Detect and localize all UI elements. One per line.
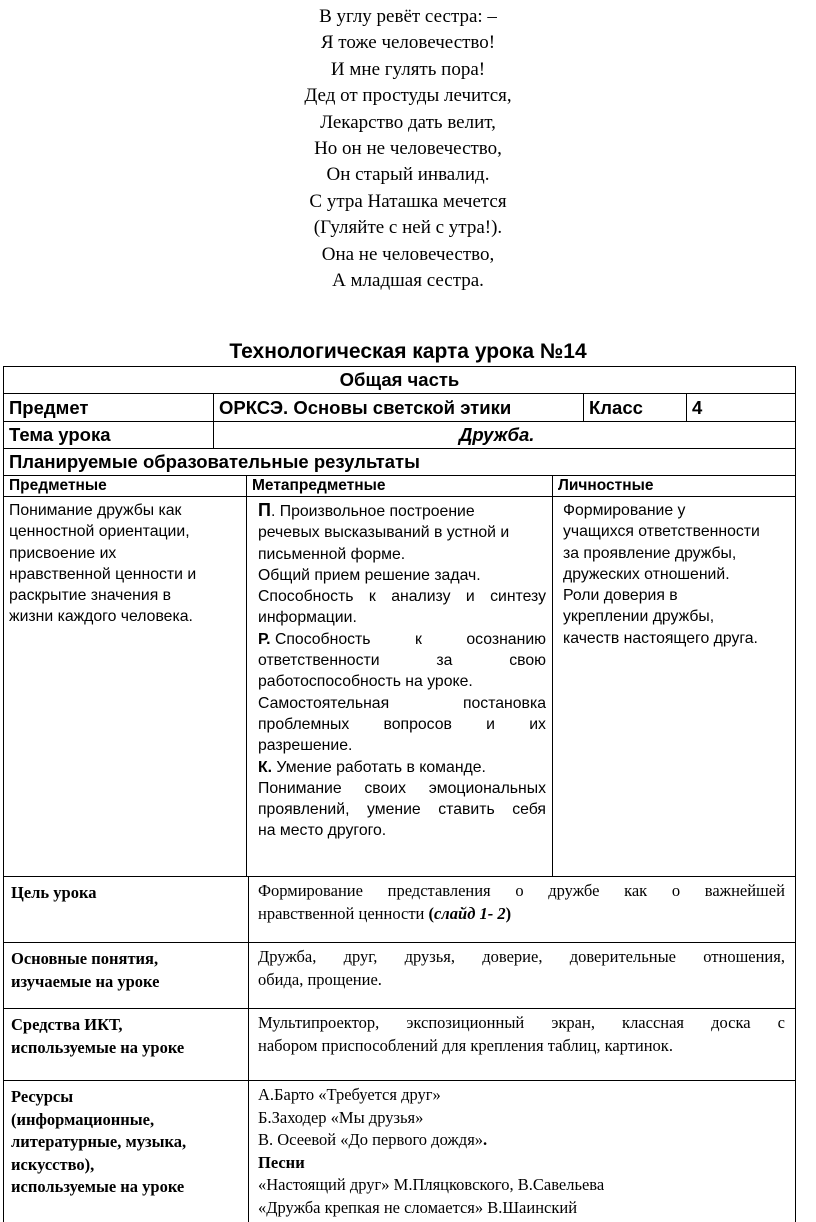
- text-line: [258, 757, 546, 778]
- label-line: искусство),: [11, 1154, 95, 1174]
- text-line: качеств настоящего друга.: [563, 629, 758, 647]
- text-line: Общий прием решение задач.: [258, 566, 481, 584]
- class-label: Класс: [583, 393, 686, 421]
- word: друзья,: [404, 947, 456, 966]
- word: осознанию: [466, 630, 546, 648]
- personal-results-cell: [552, 496, 796, 876]
- label-line: изучаемые на уроке: [11, 971, 160, 991]
- word: Р. Способность: [258, 630, 371, 648]
- poem-line: А младшая сестра.: [332, 270, 484, 292]
- text-span: .: [483, 1130, 488, 1149]
- text-line: работоспособность на уроке.: [258, 673, 473, 691]
- slide-ref: слайд 1- 2: [433, 903, 506, 923]
- poem-line: Лекарство дать велит,: [320, 111, 496, 133]
- text-line: раскрытие значения в: [9, 587, 172, 605]
- resources-value: [248, 1080, 796, 1222]
- text-line: Формирование у: [563, 502, 686, 519]
- text-line: [258, 500, 546, 522]
- subject-label: Предмет: [3, 393, 213, 421]
- text-line: обида, прощение.: [258, 969, 382, 989]
- label-line: литературные, музыка,: [11, 1132, 187, 1151]
- text-span: Умение работать в команде.: [276, 758, 486, 776]
- lesson-map-table: [3, 366, 796, 1222]
- meta-results-cell: [246, 496, 552, 876]
- k-letter: К.: [258, 758, 273, 776]
- text-line: «Настоящий друг» М.Пляцковского, В.Савельева: [258, 1175, 605, 1194]
- poem-line: И мне гулять пора!: [330, 58, 486, 80]
- subject-results-cell: [3, 496, 246, 876]
- paren: ): [505, 903, 512, 923]
- word: представления: [387, 881, 491, 900]
- text-line: письменной форме.: [258, 545, 406, 563]
- text-line: [258, 799, 546, 820]
- concepts-label: [3, 942, 248, 1008]
- label-line: Цель урока: [11, 883, 97, 902]
- label-line: используемые на уроке: [11, 1177, 185, 1196]
- r-letter: Р.: [258, 630, 271, 648]
- text-line: [258, 1012, 785, 1035]
- poem-line: Но он не человечество,: [314, 138, 502, 160]
- word: свою: [509, 652, 546, 670]
- general-part-header: Общая часть: [3, 366, 796, 393]
- text-span: нравственной ценности: [258, 903, 425, 923]
- word: друг,: [343, 947, 378, 966]
- text-line: Понимание дружбы как: [9, 502, 182, 519]
- word: дружбе: [548, 881, 600, 900]
- word: за: [436, 652, 453, 670]
- poem-line: Она не человечество,: [321, 243, 495, 265]
- word: экспозиционный: [406, 1013, 525, 1032]
- poem-line: Дед от простуды лечится,: [304, 85, 512, 107]
- text-line: [258, 1129, 788, 1152]
- text-line: жизни каждого человека.: [9, 608, 193, 626]
- poem-line: С утра Наташка мечется: [309, 190, 507, 212]
- text-line: [258, 693, 546, 714]
- text-line: присвоение их: [9, 544, 117, 562]
- word: с: [777, 1013, 785, 1032]
- word: к: [414, 630, 422, 648]
- word: Способность: [258, 588, 354, 606]
- label-line: (информационные,: [11, 1109, 155, 1129]
- word: синтезу: [490, 588, 546, 606]
- word: доверительные: [569, 947, 676, 966]
- text-line: [258, 778, 546, 799]
- planned-results-header: Планируемые образовательные результаты: [3, 448, 796, 475]
- topic-label: Тема урока: [3, 421, 213, 448]
- word: Дружба,: [258, 947, 317, 966]
- word: о: [671, 881, 681, 900]
- word: отношения,: [703, 947, 785, 966]
- word: проявлений,: [258, 801, 350, 819]
- word: к: [368, 588, 376, 606]
- poem-line: (Гуляйте с ней с утра!).: [313, 217, 503, 239]
- text-line: [258, 629, 546, 650]
- word: умение: [367, 801, 421, 819]
- text-line: «Дружба крепкая не сломается» В.Шаинский: [258, 1197, 578, 1217]
- text-line: [258, 586, 546, 607]
- text-line: [258, 946, 785, 969]
- goal-value: [248, 876, 796, 942]
- text-line: [258, 880, 785, 903]
- subject-value: ОРКСЭ. Основы светской этики: [213, 393, 583, 421]
- label-line: Средства ИКТ,: [11, 1015, 123, 1034]
- word: экран,: [551, 1013, 595, 1032]
- word: Формирование: [258, 881, 363, 900]
- ict-label: [3, 1008, 248, 1080]
- songs-label: Песни: [258, 1152, 305, 1172]
- word: Мультипроектор,: [258, 1013, 380, 1032]
- col-subject-results: Предметные: [3, 475, 246, 496]
- text-line: ценностной ориентации,: [9, 523, 190, 541]
- word: эмоциональных: [428, 779, 546, 797]
- text-line: укреплении дружбы,: [563, 608, 715, 626]
- word: как: [624, 881, 648, 900]
- text-line: за проявление дружбы,: [563, 544, 737, 562]
- text-line: разрешение.: [258, 737, 353, 755]
- word: и: [486, 715, 495, 733]
- text-line: на место другого.: [258, 822, 387, 840]
- word: доверие,: [482, 947, 543, 966]
- word: себя: [512, 801, 546, 819]
- text-span: В. Осеевой «До первого дождя»: [258, 1130, 484, 1149]
- text-line: нравственной ценности и: [9, 565, 197, 583]
- text-line: речевых высказываний в устной и: [258, 524, 510, 542]
- word: своих: [364, 779, 406, 797]
- label-line: Основные понятия,: [11, 949, 159, 968]
- word: классная: [622, 1013, 685, 1032]
- poem-line: Он старый инвалид.: [326, 164, 490, 186]
- word: анализу: [391, 588, 451, 606]
- topic-text: Дружба.: [459, 424, 535, 445]
- text-line: информации.: [258, 609, 357, 627]
- poem-line: В углу ревёт сестра: –: [319, 6, 497, 27]
- class-value: 4: [686, 393, 796, 421]
- word: проблемных: [258, 715, 350, 733]
- label-line: используемые на уроке: [11, 1037, 185, 1057]
- goal-label: [3, 876, 248, 942]
- poem: [0, 4, 816, 294]
- text-line: [258, 714, 546, 735]
- word: ответственности: [258, 652, 380, 670]
- text-line: [258, 650, 546, 671]
- col-meta-results: Метапредметные: [246, 475, 552, 496]
- text-line: дружеских отношений.: [563, 565, 730, 583]
- label-line: Ресурсы: [11, 1087, 74, 1106]
- text-line: учащихся ответственности: [563, 523, 760, 541]
- topic-value: [213, 421, 796, 448]
- text-line: Б.Заходер «Мы друзья»: [258, 1107, 424, 1127]
- text-span: . Произвольное построение: [270, 503, 475, 520]
- poem-line: Я тоже человечество!: [320, 32, 496, 54]
- paren: (: [428, 903, 434, 923]
- word: Понимание: [258, 779, 342, 797]
- word: ставить: [438, 801, 495, 819]
- word: Самостоятельная: [258, 694, 390, 712]
- word: вопросов: [383, 715, 452, 733]
- p-letter: П: [258, 500, 271, 520]
- word: о: [515, 881, 524, 900]
- text-line: Роли доверия в: [563, 587, 678, 605]
- resources-label: [3, 1080, 248, 1222]
- word: доска: [711, 1013, 751, 1032]
- col-personal-results: Личностные: [552, 475, 796, 496]
- page-title: Технологическая карта урока №14: [229, 340, 587, 363]
- word: и: [465, 588, 475, 606]
- word: их: [529, 715, 546, 733]
- text-line: А.Барто «Требуется друг»: [258, 1085, 441, 1104]
- word: важнейшей: [704, 881, 785, 900]
- text-line: [258, 903, 785, 926]
- word: постановка: [462, 694, 546, 712]
- text-line: набором приспособлений для крепления таблиц, картинок.: [258, 1035, 673, 1055]
- concepts-value: [248, 942, 796, 1008]
- ict-value: [248, 1008, 796, 1080]
